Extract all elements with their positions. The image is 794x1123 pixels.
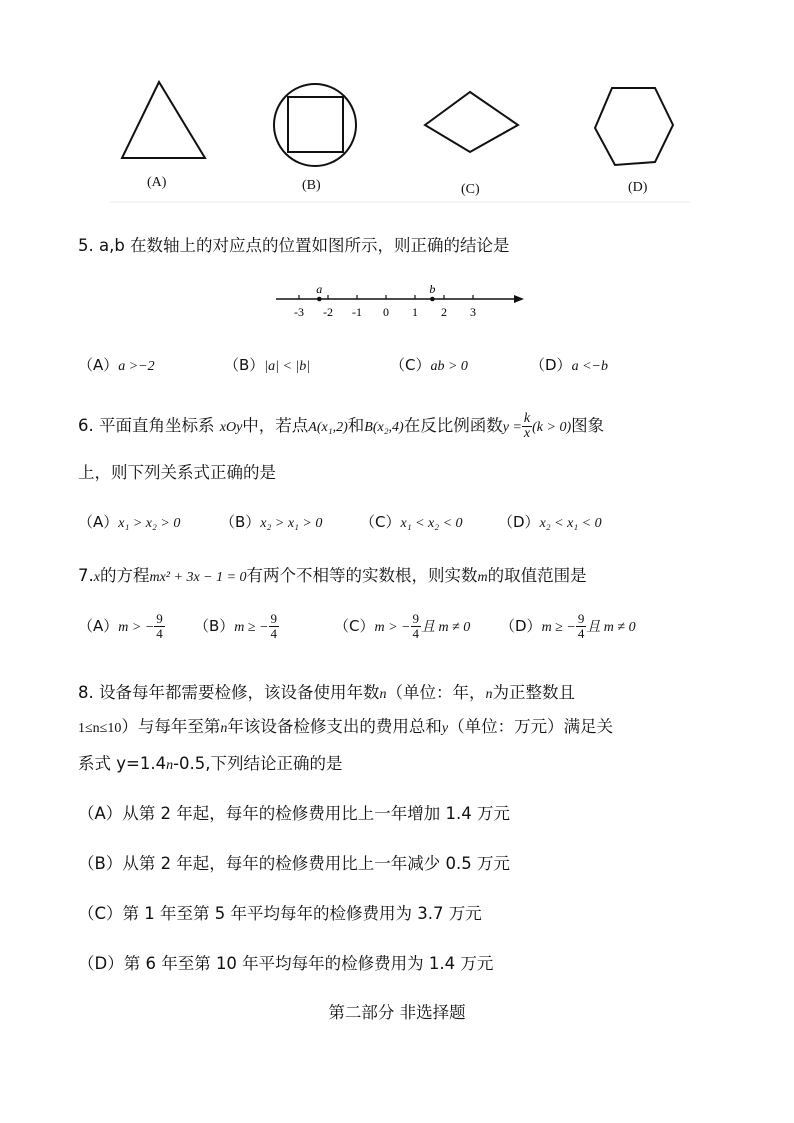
q6-stem-line2: 上，则下列关系式正确的是: [78, 463, 276, 482]
q5-option-d-expr: a <−b: [571, 359, 608, 374]
q7-option-c: [334, 612, 470, 641]
frac-num: 9: [270, 611, 278, 626]
q5-option-c-label: （C）: [390, 356, 431, 374]
q7-option-b-pre: m ≥ −: [234, 620, 269, 635]
number-line-point-label-a: a: [316, 283, 323, 296]
q6-point-b: B(x₂,4): [364, 420, 404, 435]
q6-func-fraction: [522, 412, 532, 441]
q7-option-a: [78, 612, 165, 641]
q6-stem-mid2: 和: [347, 416, 365, 435]
q8-option-d: （D）第 6 年至第 10 年平均每年的检修费用为 1.4 万元: [78, 954, 494, 973]
q6-stem-mid3: 在反比例函数: [403, 416, 503, 435]
frac-num: 9: [577, 611, 585, 626]
q8-y: y: [441, 721, 449, 736]
number-line-point-label-b: b: [429, 283, 436, 296]
q5-option-b-label: （B）: [224, 356, 265, 374]
frac-den: 4: [577, 626, 585, 641]
q8-line1a: 8. 设备每年都需要检修，该设备使用年数: [78, 683, 380, 702]
number-line-tick-label: 3: [470, 305, 476, 319]
q8-line2b: 年该设备检修支出的费用总和: [227, 717, 442, 736]
square-in-circle-icon: [274, 84, 356, 166]
q7-option-c-pre: m > −: [374, 620, 411, 635]
q8-line1: [78, 679, 575, 703]
number-line: [270, 283, 530, 325]
q5-stem: 5. a,b 在数轴上的对应点的位置如图所示，则正确的结论是: [78, 236, 510, 255]
q7-option-d-post: 且 m ≠ 0: [586, 620, 636, 635]
figure-label-c: (C): [461, 182, 480, 197]
q6-func-cond: (k > 0): [532, 420, 572, 435]
q6-option-a-label: （A）: [78, 513, 119, 531]
q7-option-a-label: （A）: [78, 617, 119, 635]
q8-n: n: [220, 721, 228, 736]
q6-stem-suffix: 图象: [571, 416, 605, 435]
q6-point-a: A(x₁,2): [308, 420, 348, 435]
q7-option-b-frac: [269, 612, 280, 641]
number-line-tick-label: 2: [441, 305, 447, 319]
q7-equation: mx² + 3x − 1 = 0: [149, 570, 247, 585]
q6-stem-mid1: 中，若点: [242, 416, 309, 435]
shape-figures: [110, 70, 690, 210]
number-line-point-b: [430, 297, 435, 302]
number-line-tick-label: -1: [352, 305, 362, 319]
figure-label-d: (D): [628, 180, 648, 195]
q6-option-d-expr: x₂ < x₁ < 0: [539, 516, 602, 531]
q7-stem-prefix: 7.: [78, 566, 94, 585]
q7-option-b-label: （B）: [194, 617, 235, 635]
number-line-tick-label: 1: [412, 305, 418, 319]
q7-option-b: [194, 612, 279, 641]
q6-option-b-expr: x₂ > x₁ > 0: [260, 516, 323, 531]
q8-line2: [78, 713, 613, 737]
q8-cond: 1≤n≤10: [78, 721, 122, 736]
hexagon-icon: [595, 88, 673, 165]
q7-option-d-frac: [576, 612, 587, 641]
q7-stem-mid2: 有两个不相等的实数根，则实数: [246, 566, 478, 585]
number-line-point-a: [317, 297, 322, 302]
q6-option-a-expr: x₁ > x₂ > 0: [118, 516, 181, 531]
q7-option-d: [500, 612, 636, 641]
q8-line2a: ）与每年至第: [121, 717, 221, 736]
q7-option-a-frac: [154, 612, 165, 641]
figure-label-a: (A): [147, 175, 167, 190]
number-line-tick-label: -3: [294, 305, 304, 319]
q7-m: m: [477, 570, 488, 585]
q8-option-b: （B）从第 2 年起，每年的检修费用比上一年减少 0.5 万元: [78, 854, 511, 873]
q7-var: x: [93, 570, 100, 585]
q8-option-c: （C）第 1 年至第 5 年平均每年的检修费用为 3.7 万元: [78, 904, 482, 923]
triangle-icon: [122, 82, 205, 158]
q6-option-b-label: （B）: [220, 513, 261, 531]
q8-option-a: （A）从第 2 年起，每年的检修费用比上一年增加 1.4 万元: [78, 804, 511, 823]
frac-den: 4: [270, 626, 278, 641]
q6-option-c-label: （C）: [360, 513, 401, 531]
rhombus-icon: [425, 92, 518, 152]
q5-option-d-label: （D）: [530, 356, 572, 374]
q6-func-num: k: [523, 411, 531, 426]
q7-option-d-pre: m ≥ −: [541, 620, 576, 635]
q7-option-d-label: （D）: [500, 617, 542, 635]
q6-stem-prefix: 6. 平面直角坐标系: [78, 416, 215, 435]
q6-func-left: y =: [502, 420, 522, 435]
q6-option-d-label: （D）: [498, 513, 540, 531]
q8-n: n: [379, 687, 387, 702]
q8-line3: [78, 750, 343, 774]
q8-line2c: （单位：万元）满足关: [448, 717, 614, 736]
q6-stem-line1: [78, 412, 604, 441]
frac-den: 4: [412, 626, 419, 641]
q5-option-a-label: （A）: [78, 356, 119, 374]
q7-option-c-frac: [411, 612, 422, 641]
q5-option-b-expr: |a| < |b|: [264, 359, 311, 374]
q6-func-den: x: [523, 426, 531, 441]
q7-option-c-label: （C）: [334, 617, 375, 635]
q7-option-c-post: 且 m ≠ 0: [421, 620, 471, 635]
q8-line1c: 为正整数且: [492, 683, 575, 702]
q8-line1b: （单位：年，: [386, 683, 486, 702]
q5-option-c-expr: ab > 0: [430, 359, 468, 374]
number-line-tick-label: 0: [383, 305, 389, 319]
q6-xoy: xOy: [219, 420, 243, 435]
q7-option-a-pre: m > −: [118, 620, 155, 635]
q8-line3b: -0.5,下列结论正确的是: [173, 754, 343, 773]
q7-stem-mid1: 的方程: [99, 566, 150, 585]
frac-den: 4: [156, 626, 163, 641]
q7-stem-suffix: 的取值范围是: [487, 566, 587, 585]
frac-num: 9: [156, 611, 163, 626]
q6-option-c-expr: x₁ < x₂ < 0: [400, 516, 463, 531]
q5-option-a-expr: a >−2: [118, 359, 155, 374]
q8-n: n: [166, 758, 174, 773]
section-title: 第二部分 非选择题: [328, 1003, 466, 1022]
number-line-tick-label: -2: [323, 305, 333, 319]
frac-num: 9: [412, 611, 419, 626]
q8-line3a: 系式 y=1.4: [78, 754, 167, 773]
figure-label-b: (B): [302, 178, 321, 193]
q7-stem: [78, 562, 587, 586]
q8-n: n: [485, 687, 493, 702]
